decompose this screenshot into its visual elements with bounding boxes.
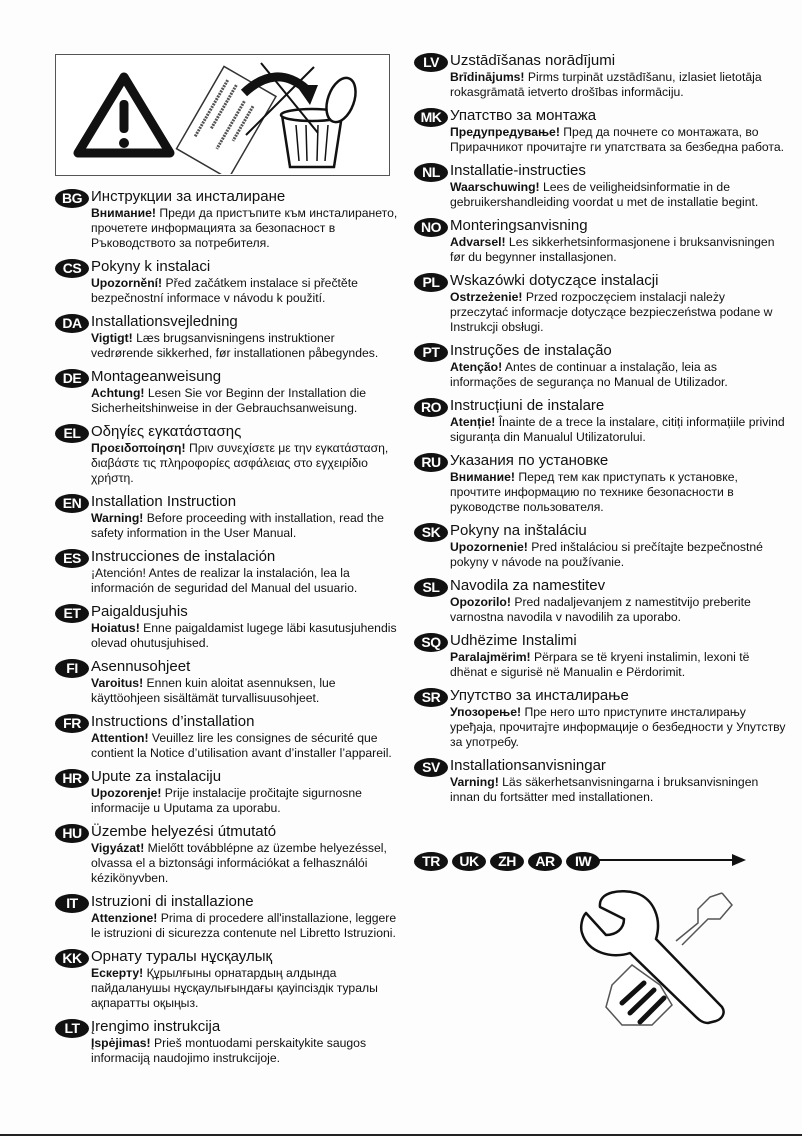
language-badge: HR (55, 769, 89, 788)
language-warning-text (450, 360, 786, 390)
warning-label: Ostrzeżenie! (450, 290, 523, 304)
language-entry-da (55, 313, 400, 361)
language-badge: RO (414, 398, 448, 417)
language-warning-text (91, 511, 400, 541)
warning-illustration-box (55, 54, 390, 176)
language-entry-lv (414, 52, 786, 100)
language-title: Installatie-instructies (450, 162, 586, 179)
language-title: Installation Instruction (91, 493, 237, 510)
language-title: Installationsvejledning (91, 313, 238, 330)
warning-body: Përpara se të kryeni instalimin, lexoni të dhënat e sigurisë në Manualin e Përdorimit. (450, 650, 750, 679)
language-warning-text (91, 841, 400, 886)
language-warning-text (91, 911, 400, 941)
language-warning-text (91, 786, 400, 816)
language-title: Üzembe helyezési útmutató (91, 823, 277, 840)
warning-illustration (56, 55, 388, 174)
language-warning-text (450, 415, 786, 445)
language-badge: FI (55, 659, 89, 678)
language-entry-hu (55, 823, 400, 886)
language-badge: IT (55, 894, 89, 913)
warning-body: Lees de veiligheidsinformatie in de gebruikershandleiding voordat u met de installatie begint. (450, 180, 759, 209)
language-badge-zh: ZH (490, 852, 524, 871)
language-warning-text (450, 540, 786, 570)
language-badge: PL (414, 273, 448, 292)
warning-body: Преди да пристъпите към инсталирането, прочетете информацията за безопасност в Ръководството за потребителя. (91, 206, 398, 250)
language-badge: NO (414, 218, 448, 237)
warning-label: Hoiatus! (91, 621, 140, 635)
language-entry-nl (414, 162, 786, 210)
warning-label: Upozornění! (91, 276, 163, 290)
language-title: Указания по установке (450, 452, 609, 469)
warning-label: Ескерту! (91, 966, 144, 980)
language-title: Pokyny na inštaláciu (450, 522, 587, 539)
do-not-discard-manual-icon (177, 63, 362, 174)
warning-body: Antes de continuar a instalação, leia as informações de segurança no Manual de Utilizador. (450, 360, 728, 389)
language-warning-text (91, 1036, 400, 1066)
language-title: Инструкции за инсталиране (91, 188, 286, 205)
language-warning-text (91, 331, 400, 361)
warning-label: Varoitus! (91, 676, 144, 690)
language-title: Paigaldusjuhis (91, 603, 188, 620)
language-badge: SK (414, 523, 448, 542)
warning-label: Varning! (450, 775, 499, 789)
warning-label: Upozornenie! (450, 540, 528, 554)
warning-label: Paralajmërim! (450, 650, 531, 664)
language-title: Navodila za namestitev (450, 577, 606, 594)
warning-label: Vigyázat! (91, 841, 145, 855)
language-title: Udhëzime Instalimi (450, 632, 577, 649)
language-badge-uk: UK (452, 852, 486, 871)
language-entry-et (55, 603, 400, 651)
language-badge: ET (55, 604, 89, 623)
warning-body: Ennen kuin aloitat asennuksen, lue käyttöohjeen sisältämät turvallisuusohjeet. (91, 676, 336, 705)
language-title: Pokyny k instalaci (91, 258, 211, 275)
language-badge: LT (55, 1019, 89, 1038)
language-warning-text (91, 731, 400, 761)
language-warning-text (91, 386, 400, 416)
warning-label: Brīdinājums! (450, 70, 525, 84)
warning-label: Внимание! (450, 470, 515, 484)
language-warning-text (450, 290, 786, 335)
warning-body: Läs säkerhetsanvisningarna i bruksanvisningen innan du fortsätter med installationen. (450, 775, 759, 804)
language-entry-cs (55, 258, 400, 306)
warning-label: Atenção! (450, 360, 503, 374)
warning-body: Пре него што приступите инсталирању уређаја, прочитајте информације о безбедности у Упутству за употребу. (450, 705, 786, 749)
language-badge: LV (414, 53, 448, 72)
language-title: Wskazówki dotyczące instalacji (450, 272, 659, 289)
language-warning-text (450, 235, 786, 265)
language-list-right (414, 52, 786, 812)
warning-label: Упозорење! (450, 705, 522, 719)
language-warning-text (91, 206, 400, 251)
warning-body: Les sikkerhetsinformasjonene i bruksanvisningen før du begynner installasjonen. (450, 235, 775, 264)
language-warning-text (450, 705, 786, 750)
warning-label: Atenție! (450, 415, 496, 429)
language-warning-text (91, 966, 400, 1011)
warning-label: Attention! (91, 731, 149, 745)
warning-body: Læs brugsanvisningens instruktioner vedrørende sikkerhed, før installationen påbegyndes. (91, 331, 379, 360)
language-warning-text (91, 276, 400, 306)
language-title: Istruzioni di installazione (91, 893, 254, 910)
language-title: Upute za instalaciju (91, 768, 222, 785)
warning-body: Пред да почнете со монтажата, во Прирачникот прочитајте ги упатствата за безбедна работа. (450, 125, 785, 154)
language-warning-text (91, 676, 400, 706)
language-badge: KK (55, 949, 89, 968)
language-badge: SR (414, 688, 448, 707)
warning-body: Prima di procedere all'installazione, leggere le istruzioni di sicurezza contenute nel Libretto Istruzioni. (91, 911, 397, 940)
arrow-right-line (598, 859, 736, 861)
language-warning-text (450, 180, 786, 210)
language-warning-text (91, 566, 400, 596)
language-badge: DA (55, 314, 89, 333)
language-entry-sr (414, 687, 786, 750)
language-entry-bg (55, 188, 400, 251)
language-entry-sq (414, 632, 786, 680)
language-title: Įrengimo instrukcija (91, 1018, 221, 1035)
language-title: Οδηγίες εγκατάστασης (91, 423, 242, 440)
language-badge: SQ (414, 633, 448, 652)
warning-label: Vigtigt! (91, 331, 133, 345)
language-list-left (55, 188, 400, 1073)
warning-label: Achtung! (91, 386, 145, 400)
language-title: Орнату туралы нұсқаулық (91, 948, 273, 965)
language-entry-sl (414, 577, 786, 625)
language-warning-text (450, 125, 786, 155)
warning-body: Перед тем как приступать к установке, прочтите информацию по технике безопасности в руководстве пользователя. (450, 470, 738, 514)
warning-body: Prieš montuodami perskaitykite saugos informaciją naudojimo instrukcijoje. (91, 1036, 367, 1065)
language-badge: EN (55, 494, 89, 513)
language-title: Упутство за инсталирање (450, 687, 629, 704)
language-badge: MK (414, 108, 448, 127)
language-entry-kk (55, 948, 400, 1011)
language-entry-ru (414, 452, 786, 515)
language-entry-en (55, 493, 400, 541)
warning-body: Pred inštaláciou si prečítajte bezpečnostné pokyny v návode na používanie. (450, 540, 763, 569)
arrow-right-icon (732, 854, 746, 866)
language-badge-iw: IW (566, 852, 600, 871)
language-entry-pt (414, 342, 786, 390)
language-entry-fi (55, 658, 400, 706)
warning-label: Предупредување! (450, 125, 560, 139)
language-warning-text (450, 470, 786, 515)
language-warning-text (450, 650, 786, 680)
language-title: Monteringsanvisning (450, 217, 588, 234)
language-entry-sk (414, 522, 786, 570)
language-badge: PT (414, 343, 448, 362)
language-badge: SV (414, 758, 448, 777)
language-badge: HU (55, 824, 89, 843)
language-warning-text (450, 70, 786, 100)
language-entry-lt (55, 1018, 400, 1066)
warning-body: Prije instalacije pročitajte sigurnosne informacije u Uputama za uporabu. (91, 786, 362, 815)
warning-body: Înainte de a trece la instalare, citiți informațiile privind siguranța din Manualul Utilizatorului. (450, 415, 785, 444)
language-badge: RU (414, 453, 448, 472)
language-badge: DE (55, 369, 89, 388)
warning-body: Lesen Sie vor Beginn der Installation die Sicherheitshinweise in der Gebrauchsanweisung. (91, 386, 367, 415)
warning-label: Advarsel! (450, 235, 506, 249)
warning-label: Warning! (91, 511, 144, 525)
warning-body: Veuillez lire les consignes de sécurité que contient la Notice d’utilisation avant d’installer l’appareil. (91, 731, 392, 760)
language-entry-sv (414, 757, 786, 805)
language-badge-ar: AR (528, 852, 562, 871)
language-title: Instrucciones de instalación (91, 548, 276, 565)
language-title: Instrucțiuni de instalare (450, 397, 605, 414)
language-title: Instructions d’installation (91, 713, 255, 730)
language-warning-text (91, 621, 400, 651)
warning-body: Pirms turpināt uzstādīšanu, izlasiet lietotāja rokasgrāmatā ietverto drošības informāciju. (450, 70, 762, 99)
language-entry-it (55, 893, 400, 941)
warning-body: Құрылғыны орнатардың алдында пайдаланушы нұсқаулығындағы қауіпсіздік туралы ақпаратты оқыңыз. (91, 966, 378, 1010)
warning-label: Įspėjimas! (91, 1036, 151, 1050)
warning-body: Před začátkem instalace si přečtěte bezpečnostní informace v návodu k použití. (91, 276, 358, 305)
language-title: Uzstādīšanas norādījumi (450, 52, 616, 69)
warning-triangle-icon (78, 77, 170, 153)
language-entry-mk (414, 107, 786, 155)
warning-label: Attenzione! (91, 911, 158, 925)
warning-label: Внимание! (91, 206, 156, 220)
language-title: Instruções de instalação (450, 342, 612, 359)
wrench-screwdriver-icon (572, 885, 752, 1045)
language-entry-de (55, 368, 400, 416)
language-warning-text (91, 441, 400, 486)
language-entry-hr (55, 768, 400, 816)
language-title: Montageanweisung (91, 368, 222, 385)
warning-label: Upozorenje! (91, 786, 162, 800)
language-badge: BG (55, 189, 89, 208)
warning-body: ¡Atención! Antes de realizar la instalación, lea la información de seguridad del Manual del usuario. (91, 566, 358, 595)
warning-body: Before proceeding with installation, read the safety information in the User Manual. (91, 511, 384, 540)
language-warning-text (450, 775, 786, 805)
language-badge: FR (55, 714, 89, 733)
language-badge: EL (55, 424, 89, 443)
language-warning-text (450, 595, 786, 625)
other-languages-row (414, 850, 604, 872)
language-entry-no (414, 217, 786, 265)
warning-label: Opozorilo! (450, 595, 511, 609)
language-entry-es (55, 548, 400, 596)
language-badge-tr: TR (414, 852, 448, 871)
language-title: Упатство за монтажа (450, 107, 597, 124)
warning-label: Waarschuwing! (450, 180, 540, 194)
warning-label: Προειδοποίηση! (91, 441, 186, 455)
warning-body: Pred nadaljevanjem z namestitvijo preberite varnostna navodila v navodilih za uporabo. (450, 595, 751, 624)
language-title: Asennusohjeet (91, 658, 191, 675)
language-badge: CS (55, 259, 89, 278)
language-entry-ro (414, 397, 786, 445)
warning-body: Πριν συνεχίσετε με την εγκατάσταση, διαβάστε τις πληροφορίες ασφάλειας στο εγχειρίδιο χρήστη. (91, 441, 389, 485)
language-entry-pl (414, 272, 786, 335)
warning-body: Enne paigaldamist lugege läbi kasutusjuhendis olevad ohutusjuhised. (91, 621, 397, 650)
language-badge: SL (414, 578, 448, 597)
language-badge: ES (55, 549, 89, 568)
language-entry-fr (55, 713, 400, 761)
warning-body: Mielőtt továbblépne az üzembe helyezéssel, olvassa el a biztonsági információkat a felhasználói kézikönyvben. (91, 841, 387, 885)
language-title: Installationsanvisningar (450, 757, 606, 774)
language-badge: NL (414, 163, 448, 182)
warning-body: Przed rozpoczęciem instalacji należy przeczytać informacje dotyczące bezpieczeństwa podane w Instrukcji obsługi. (450, 290, 773, 334)
language-entry-el (55, 423, 400, 486)
